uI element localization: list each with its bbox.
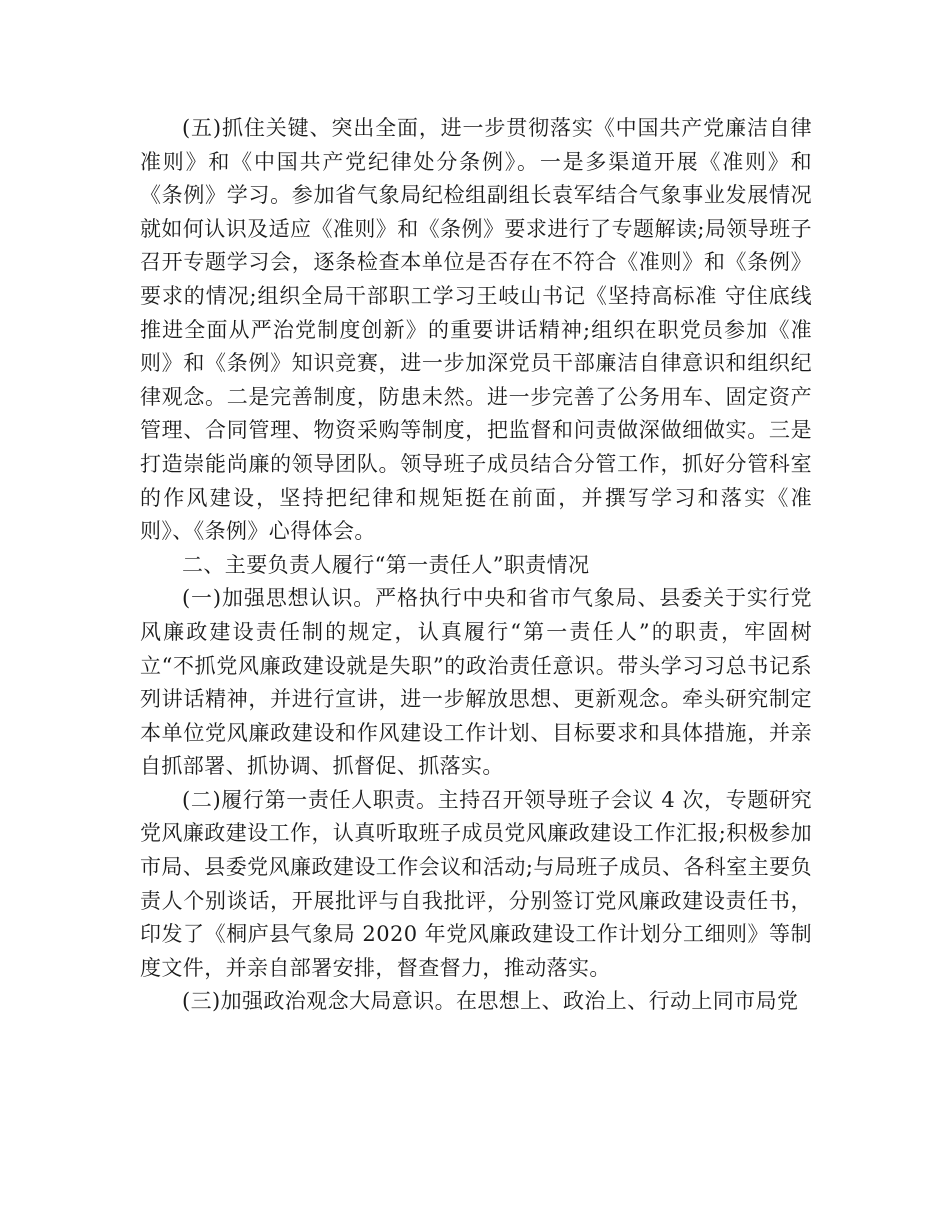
document-body [140, 112, 812, 1019]
heading-section-two: 二、主要负责人履行“第一责任人”职责情况 [182, 552, 590, 577]
paragraph-section-five: (五)抓住关键、突出全面，进一步贯彻落实《中国共产党廉洁自律准则》和《中国共产党纪律处分条例》。一是多渠道开展《准则》和《条例》学习。参加省气象局纪检组副组长袁军结合气象事业发展情况就如何认识及适应《准则》和《条例》要求进行了专题解读;局领导班子召开专题学习会，逐条检查本单位是否存在不符合《准则》和《条例》要求的情况;组织全局干部职工学习王岐山书记《坚持高标准 守住底线 推进全面从严治党制度创新》的重要讲话精神;组织在职党员参加《准则》和《条例》知识竞赛，进一步加深党员干部廉洁自律意识和组织纪律观念。二是完善制度，防患未然。进一步完善了公务用车、固定资产管理、合同管理、物资采购等制度，把监督和问责做深做细做实。三是打造崇能尚廉的领导团队。领导班子成员结合分管工作，抓好分管科室的作风建设，坚持把纪律和规矩挺在前面，并撰写学习和落实《准则》、《条例》心得体会。 [140, 116, 812, 544]
paragraph-item-one: (一)加强思想认识。严格执行中央和省市气象局、县委关于实行党风廉政建设责任制的规定，认真履行“第一责任人”的职责，牢固树立“不抓党风廉政建设就是失职”的政治责任意识。带头学习习总书记系列讲话精神，并进行宣讲，进一步解放思想、更新观念。牵头研究制定本单位党风廉政建设和作风建设工作计划、目标要求和具体措施，并亲自抓部署、抓协调、抓督促、抓落实。 [140, 586, 812, 779]
paragraph-item-three: (三)加强政治观念大局意识。在思想上、政治上、行动上同市局党 [182, 989, 799, 1014]
paragraph-item-two: (二)履行第一责任人职责。主持召开领导班子会议 4 次，专题研究党风廉政建设工作，认真听取班子成员党风廉政建设工作汇报;积极参加市局、县委党风廉政建设工作会议和活动;与局班子成员、各科室主要负责人个别谈话，开展批评与自我批评，分别签订党风廉政建设责任书，印发了《桐庐县气象局 2020 年党风廉政建设工作计划分工细则》等制度文件，并亲自部署安排，督查督力，推动落实。 [140, 787, 812, 980]
